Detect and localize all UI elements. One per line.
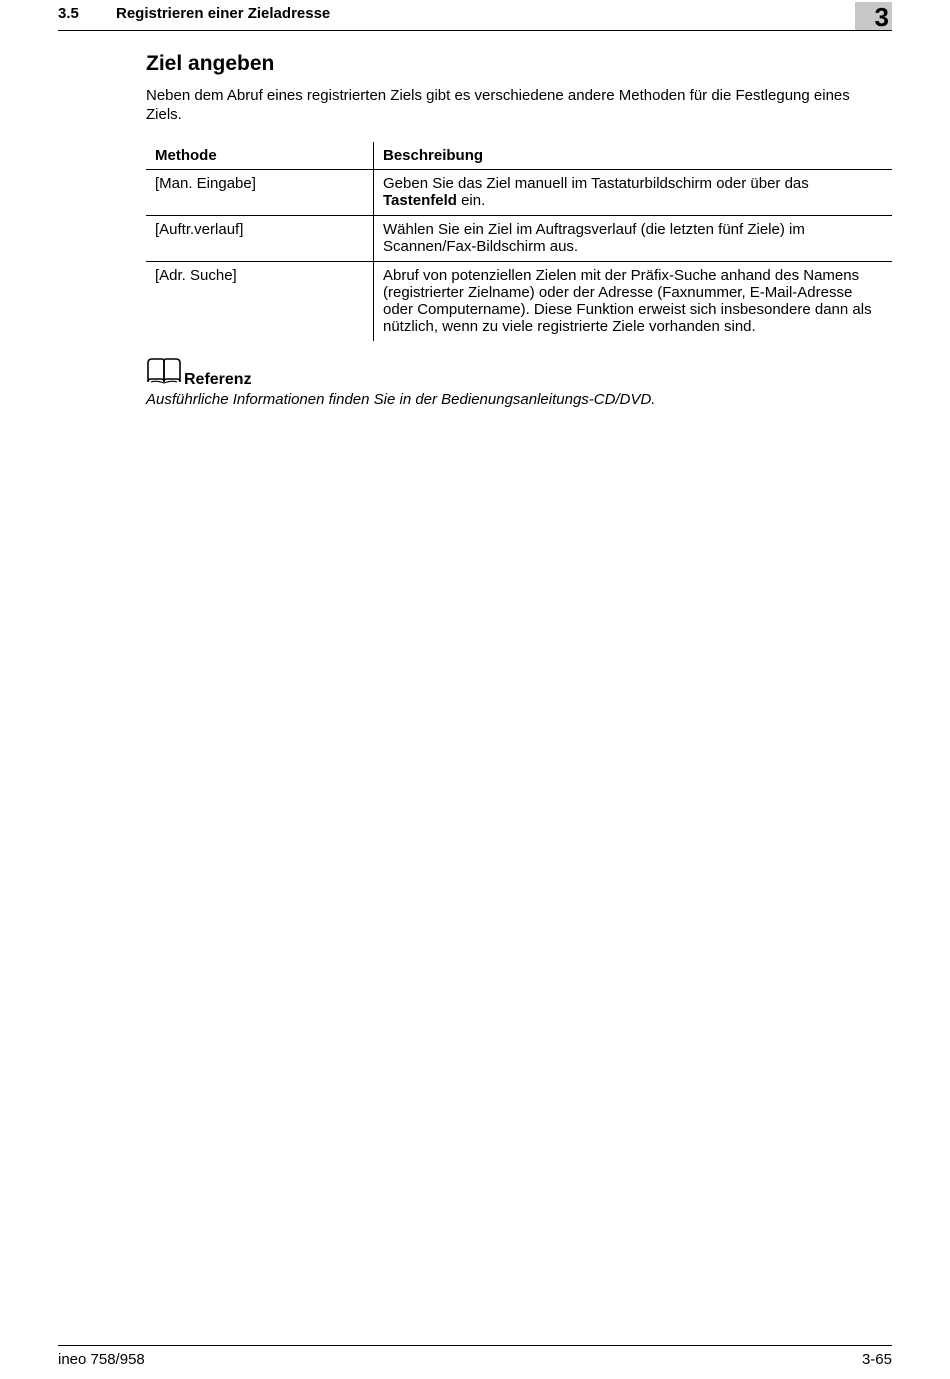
book-icon [146, 358, 182, 389]
main-content [146, 50, 892, 408]
table-header-row [146, 142, 892, 170]
table-row [146, 170, 892, 216]
reference-header [146, 358, 892, 389]
page-footer [58, 1345, 892, 1370]
method-cell: [Adr. Suche] [146, 262, 374, 342]
page-number: 3-65 [861, 1351, 892, 1368]
description-cell: Abruf von potenziellen Zielen mit der Präfix-Suche anhand des Namens (registrierter Zielname) oder der Adresse (Faxnummer, E-Mail-Adresse oder Computername). Diese Funktion erweist sich insbesondere dann als nützlich, wenn zu viele registrierte Ziele vorhanden sind. [383, 267, 872, 335]
column-header-method: Methode [146, 142, 374, 170]
method-cell: [Auftr.verlauf] [146, 216, 374, 262]
description-cell [374, 170, 893, 216]
column-header-description: Beschreibung [374, 142, 893, 170]
description-text: Geben Sie das Ziel manuell im Tastaturbildschirm oder über das [383, 175, 809, 192]
description-emphasis: Tastenfeld [383, 192, 457, 209]
description-cell: Wählen Sie ein Ziel im Auftragsverlauf (die letzten fünf Ziele) im Scannen/Fax-Bildschirm aus. [374, 216, 893, 262]
section-number: 3.5 [58, 5, 79, 22]
reference-title: Referenz [184, 371, 252, 388]
section-title: Registrieren einer Zieladresse [116, 5, 331, 22]
methods-table [146, 142, 892, 341]
page-header [58, 0, 892, 31]
table-row [146, 262, 892, 342]
reference-note [146, 358, 892, 409]
table-row [146, 216, 892, 262]
chapter-tab [855, 2, 892, 30]
model-name: ineo 758/958 [58, 1351, 145, 1368]
page-heading: Ziel angeben [146, 52, 275, 75]
intro-paragraph: Neben dem Abruf eines registrierten Ziels gibt es verschiedene andere Methoden für die Festlegung eines Ziels. [146, 87, 850, 123]
chapter-number: 3 [874, 2, 889, 32]
method-cell: [Man. Eingabe] [146, 170, 374, 216]
reference-text: Ausführliche Informationen finden Sie in der Bedienungsanleitungs-CD/DVD. [146, 391, 656, 408]
description-text-end: ein. [456, 192, 486, 209]
